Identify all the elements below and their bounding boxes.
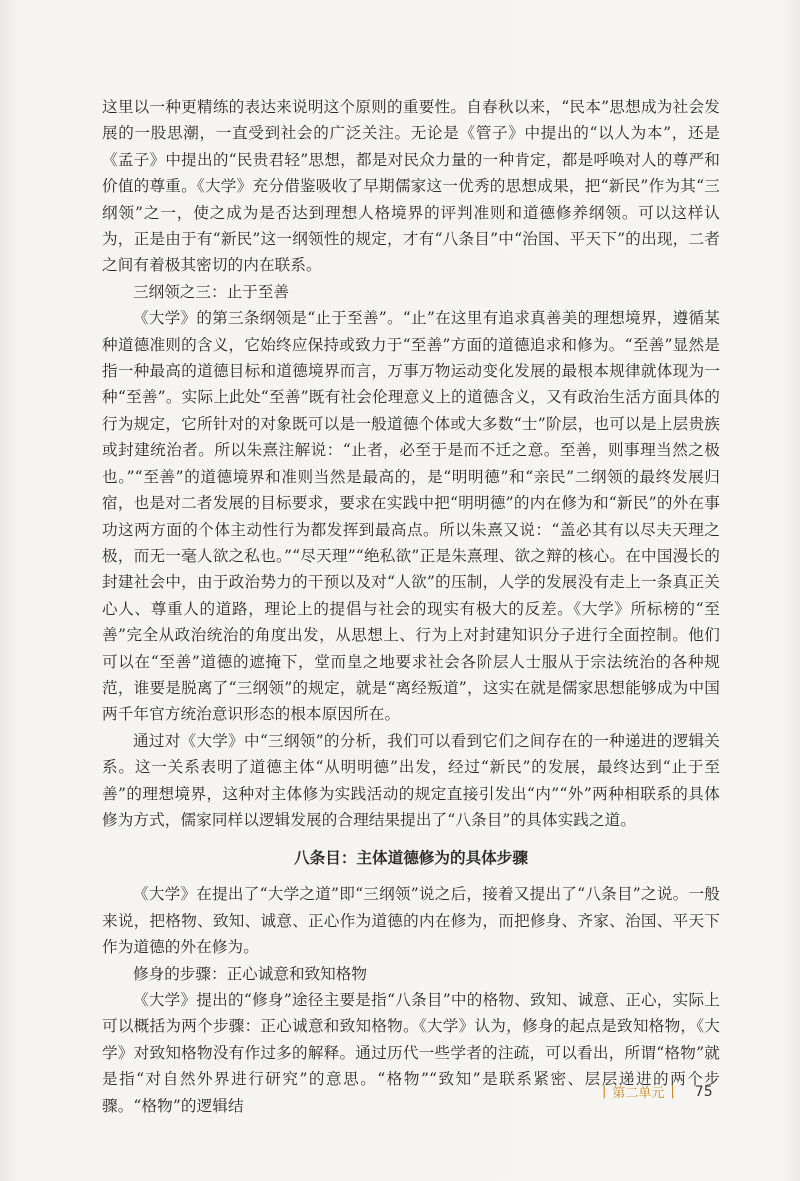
- subheading-san-gang-ling-3: 三纲领之三：止于至善: [133, 282, 289, 301]
- footer-divider-left: |: [602, 1084, 607, 1099]
- paragraph-zhi-yu-zhi-shan: 《大学》的第三条纲领是“止于至善”。“止”在这里有追求真善美的理想境界，遵循某种道德准则的含义，它始终应保持或致力于“至善”方面的道德追求和修为。“至善”显然是指一种最高的道德目标和道德境界而言，万事万物运动变化发展的最根本规律就体现为一种“至善”。实际上此处“至善”既有社会伦理意义上的道德含义，又有政治生活方面具体的行为规定，它所针对的对象既可以是一般道德个体或大多数“士”阶层，也可以是上层贵族或封建统治者。所以朱熹注解说：“止者，必至于是而不迁之意。至善，则事理当然之极也。”“至善”的道德境界和准则当然是最高的，是“明明德”和“亲民”二纲领的最终发展归宿，也是对二者发展的目标要求，要求在实践中把“明明德”的内在修为和“新民”的外在事功这两方面的个体主动性行为都发挥到最高点。所以朱熹又说：“盖必其有以尽夫天理之极，而无一毫人欲之私也。”“尽天理”“绝私欲”正是朱熹理、欲之辩的核心。在中国漫长的封建社会中，由于政治势力的干预以及对“人欲”的压制，人学的发展没有走上一条真正关心人、尊重人的道路，理论上的提倡与社会的现实有极大的反差。《大学》所标榜的“至善”完全从政治统治的角度出发，从思想上、行为上对封建知识分子进行全面控制。他们可以在“至善”道德的遮掩下，堂而皇之地要求社会各阶层人士服从于宗法统治的各种规范，谁要是脱离了“三纲领”的规定，就是“离经叛道”，这实在就是儒家思想能够成为中国两千年官方统治意识形态的根本原因所在。: [102, 309, 720, 724]
- section-title: 八条目：主体道德修为的具体步骤: [294, 849, 528, 868]
- unit-label: 第二单元: [612, 1086, 665, 1101]
- paragraph-ba-tiao-mu: 《大学》在提出了“大学之道”即“三纲领”说之后，接着又提出了“八条目”之说。一般来说，把格物、致知、诚意、正心作为道德的内在修为，而把修身、齐家、治国、平天下作为道德的外在修为。: [102, 885, 720, 957]
- footer-divider-right: |: [670, 1084, 675, 1099]
- page-number: 75: [694, 1083, 713, 1100]
- subheading-xiu-shen: 修身的步骤：正心诚意和致知格物: [133, 964, 367, 983]
- paragraph-ge-wu-zhi-zhi: 《大学》提出的“修身”途径主要是指“八条目”中的格物、致知、诚意、正心，实际上可以概括为两个步骤：正心诚意和致知格物。《大学》认为，修身的起点是致知格物，《大学》对致知格物没有作过多的解释。通过历代一些学者的注疏，可以看出，所谓“格物”就是指“对自然外界进行研究”的意思。“格物”“致知”是联系紧密、层层递进的两个步骤。“格物”的逻辑结: [102, 991, 720, 1115]
- paragraph-min-ben: 这里以一种更精练的表达来说明这个原则的重要性。自春秋以来，“民本”思想成为社会发展的一股思潮，一直受到社会的广泛关注。无论是《管子》中提出的“以人为本”，还是《孟子》中提出的“民贵君轻”思想，都是对民众力量的一种肯定，都是呼唤对人的尊严和价值的尊重。《大学》充分借鉴吸收了早期儒家这一优秀的思想成果，把“新民”作为其“三纲领”之一，使之成为是否达到理想人格境界的评判准则和道德修养纲领。可以这样认为，正是由于有“新民”这一纲领性的规定，才有“八条目”中“治国、平天下”的出现，二者之间有着极其密切的内在联系。: [102, 98, 720, 275]
- page-body: [102, 94, 720, 1119]
- page-footer: [596, 1082, 713, 1101]
- paragraph-logic-relation: 通过对《大学》中“三纲领”的分析，我们可以看到它们之间存在的一种递进的逻辑关系。这一关系表明了道德主体“从明明德”出发，经过“新民”的发展，最终达到“止于至善”的理想境界，这种对主体修为实践活动的规定直接引发出“内”“外”两种相联系的具体修为方式，儒家同样以逻辑发展的合理结果提出了“八条目”的具体实践之道。: [102, 731, 720, 829]
